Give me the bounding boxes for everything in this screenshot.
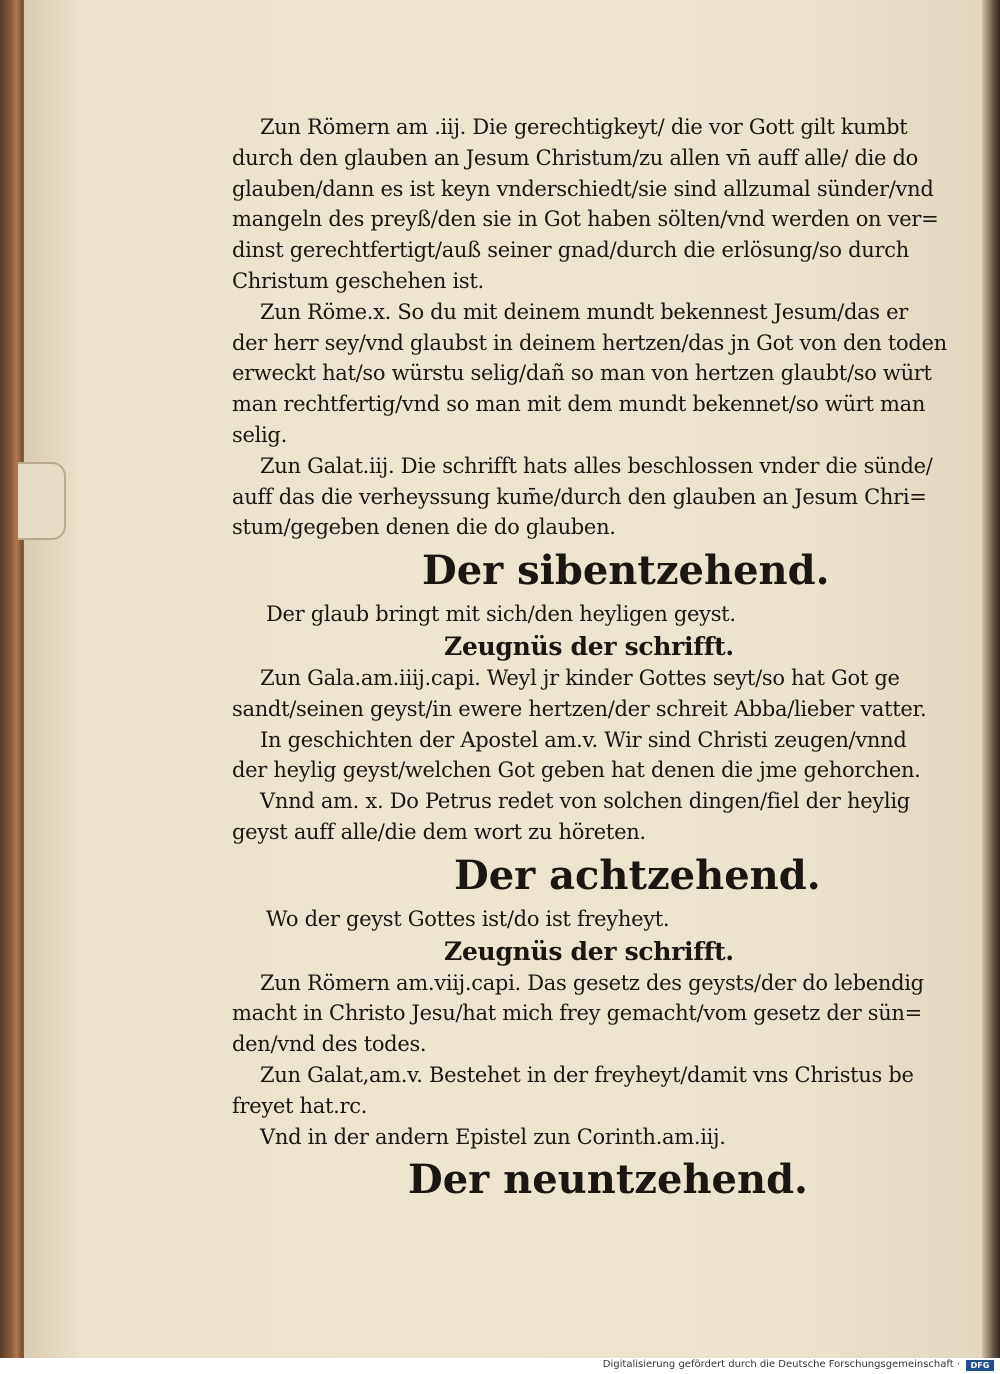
page-text	[232, 112, 947, 1208]
section-thesis: Der glaub bringt mit sich/den heyligen geyst.	[266, 602, 736, 627]
text-line: selig.	[232, 422, 287, 447]
section-thesis: Wo der geyst Gottes ist/do ist freyheyt.	[266, 906, 670, 931]
page-right-edge	[982, 0, 1000, 1358]
text-line: Zun Römern am.viij.capi. Das gesetz des geysts/der do lebendig	[260, 970, 924, 995]
section-heading: Der achtzehend.	[454, 851, 821, 899]
section-subheading: Zeugnüs der schrifft.	[444, 631, 734, 661]
text-line: In geschichten der Apostel am.v. Wir sind Christi zeugen/vnnd	[260, 727, 907, 752]
text-line: Vnnd am. x. Do Petrus redet von solchen dingen/fiel der heylig	[260, 789, 910, 814]
text-line: erweckt hat/so würstu selig/dañ so man von hertzen glaubt/so würt	[232, 361, 932, 386]
footer-credit: Digitalisierung gefördert durch die Deutsche Forschungsgemeinschaft ·	[602, 1359, 960, 1370]
text-line: freyet hat.rc.	[232, 1093, 368, 1118]
text-line: Vnd in der andern Epistel zun Corinth.am.iij.	[260, 1124, 726, 1149]
text-line: der heylig geyst/welchen Got geben hat denen die jme gehorchen.	[232, 758, 921, 783]
text-line: Zun Galat,am.v. Bestehet in der freyheyt/damit vns Christus be	[260, 1062, 914, 1087]
text-line: der herr sey/vnd glaubst in deinem hertzen/das jn Got von den toden	[232, 330, 947, 355]
text-line: sandt/seinen geyst/in ewere hertzen/der schreit Abba/lieber vatter.	[232, 696, 927, 721]
text-line: stum/gegeben denen die do glauben.	[232, 515, 616, 540]
text-line: dinst gerechtfertigt/auß seiner gnad/durch die erlösung/so durch	[232, 238, 909, 263]
text-line: Zun Gala.am.iiij.capi. Weyl jr kinder Gottes seyt/so hat Got ge	[260, 665, 900, 690]
footer-bar	[0, 1358, 1000, 1374]
section-heading: Der neuntzehend.	[408, 1156, 808, 1204]
text-line: durch den glauben an Jesum Christum/zu allen vn̄ auff alle/ die do	[232, 145, 919, 170]
text-line: geyst auff alle/die dem wort zu höreten.	[232, 819, 646, 844]
text-line: Zun Galat.iij. Die schrifft hats alles beschlossen vnder die sünde/	[260, 453, 933, 478]
dfg-logo: DFG	[966, 1360, 994, 1371]
text-line: Zun Röme.x. So du mit deinem mundt bekennest Jesum/das er	[260, 299, 909, 324]
text-line: Zun Römern am .iij. Die gerechtigkeyt/ die vor Gott gilt kumbt	[260, 115, 908, 139]
text-line: mangeln des preyß/den sie in Got haben sölten/vnd werden on ver=	[232, 207, 939, 232]
text-line: auff das die verheyssung kum̄e/durch den glauben an Jesum Chri=	[232, 484, 927, 509]
text-line: den/vnd des todes.	[232, 1032, 427, 1057]
book-clasp-shape	[18, 462, 66, 540]
section-heading: Der sibentzehend.	[422, 547, 830, 595]
section-subheading: Zeugnüs der schrifft.	[444, 936, 734, 966]
text-line: glauben/dann es ist keyn vnderschiedt/sie sind allzumal sünder/vnd	[232, 176, 934, 201]
text-line: Christum geschehen ist.	[232, 268, 484, 293]
text-line: man rechtfertig/vnd so man mit dem mundt bekennet/so würt man	[232, 392, 926, 417]
text-line: macht in Christo Jesu/hat mich frey gemacht/vom gesetz der sün=	[232, 1001, 922, 1026]
